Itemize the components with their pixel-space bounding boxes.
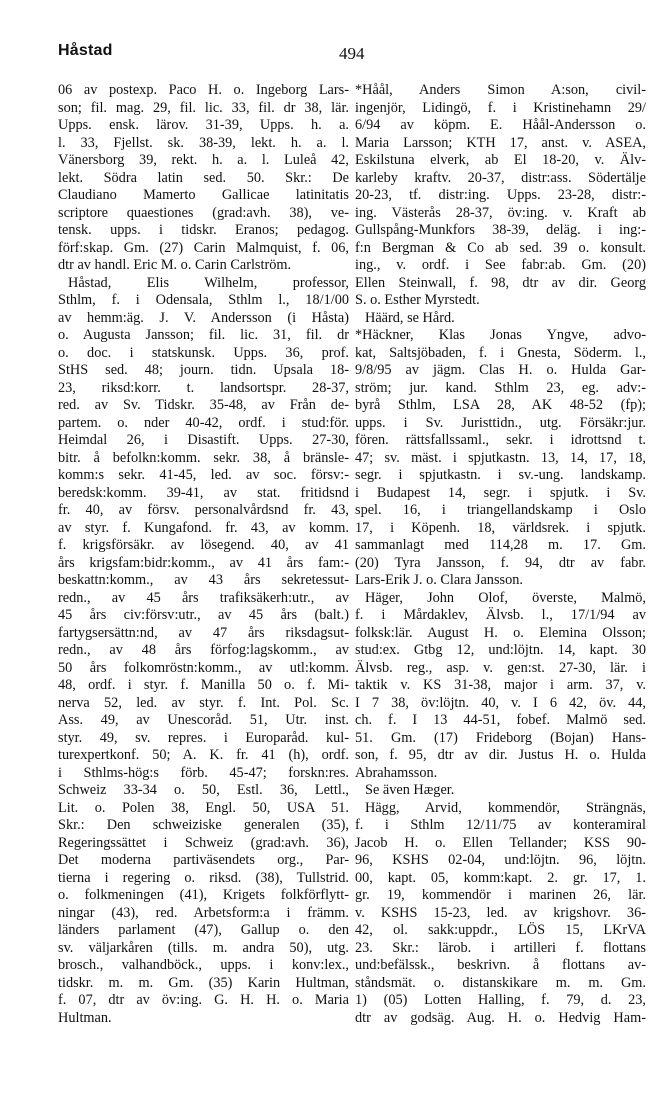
text-line: Claudiano Mamerto Gallicae latinitatis xyxy=(58,187,349,203)
text-line: Ellen Steinwall, f. 98, dtr av dir. Georg xyxy=(355,274,646,291)
text-line: StHS sed. 48; journ. tidn. Upsala 18- xyxy=(58,362,349,378)
text-line: dtr av handl. Eric M. o. Carin Carlström. xyxy=(58,257,292,273)
text-line: upps. i Sv. Juristtidn., utg. Försäkr:jur. xyxy=(355,414,646,431)
text-line: fartygsersättn:nd, av 47 års riksdagsut- xyxy=(58,624,349,641)
text-line: f:n Bergman & Co ab sed. 39 o. konsult. xyxy=(355,239,646,256)
text-line: Häärd, se Hård. xyxy=(365,309,455,326)
text-line: beredsk:komm. 39-41, av stat. fritidsnd xyxy=(58,484,349,501)
text-line: ståndsmät. o. distanskikare m. m. Gm. xyxy=(355,974,646,991)
text-line: i Budapest 14, segr. i spjutk. i Sv. xyxy=(355,484,646,501)
text-line: lekt. Södra latin sed. 50. Skr.: De xyxy=(58,169,349,186)
text-line: ingenjör, Lidingö, f. i Kristinehamn 29/ xyxy=(355,99,646,116)
text-line: 06 av postexp. Paco H. o. Ingeborg Lars- xyxy=(58,82,349,98)
text-line: Älvsb. reg., asp. v. gen:st. 27-30, lär. i xyxy=(355,659,646,676)
text-line: nerva 52, led. av styr. f. Int. Pol. Sc. xyxy=(58,694,349,711)
text-line: o. Augusta Jansson; fil. lic. 31, fil. dr xyxy=(58,327,349,343)
text-line: Vänersborg 39, rekt. h. a. l. Luleå 42, xyxy=(58,152,349,168)
text-line: års krigsfam:bidr:komm., av 41 års fam:- xyxy=(58,554,349,571)
text-line: fr. 40, av försv. personalvårdsnd fr. 43, xyxy=(58,502,349,518)
text-line: bitr. å befolkn:komm. sekr. 38, å bränsle- xyxy=(58,449,349,466)
text-line: Se även Hæger. xyxy=(365,782,455,798)
text-line: son; fil. mag. 29, fil. lic. 33, fil. dr 38, lär. xyxy=(58,99,349,116)
text-line: komm:s sekr. 41-45, led. av soc. försv:- xyxy=(58,467,349,483)
text-line: Det moderna partiväsendets org., Par- xyxy=(58,852,349,868)
text-line: Eskilstuna elverk, ab El 18-20, v. Älv- xyxy=(355,152,646,168)
page-number: 494 xyxy=(339,44,365,63)
text-line: 96, KSHS 02-04, und:löjtn. 96, löjtn. xyxy=(355,852,646,868)
text-line: förf:skap. Gm. (27) Carin Malmquist, f. 06, xyxy=(58,239,349,256)
text-line: ningar (43), red. Arbetsform:a i främm. xyxy=(58,904,349,921)
text-line: tensk. upps. i tidskr. Eranos; pedagog. xyxy=(58,222,349,238)
text-line: Häger, John Olof, överste, Malmö, xyxy=(365,589,646,606)
text-line: spel. 16, i triangellandskamp i Oslo xyxy=(355,502,646,518)
text-line: 00, kapt. 05, komm:kapt. 2. gr. 17, 1. xyxy=(355,869,646,886)
text-line: Upps. ensk. lärov. 31-39, Upps. h. a. xyxy=(58,117,349,133)
text-line: byrå Sthlm, LSA 28, AK 48-52 (fp); xyxy=(355,397,646,413)
text-line: *Häckner, Klas Jonas Yngve, advo- xyxy=(355,327,646,343)
text-line: beskattn:komm., av 43 års sekretessut- xyxy=(58,572,349,588)
text-line: 51. Gm. (17) Frideborg (Bojan) Hans- xyxy=(355,729,646,746)
text-line: I 7 38, öv:löjtn. 40, v. I 6 42, öv. 44, xyxy=(355,694,646,711)
text-line: Jacob H. o. Ellen Tellander; KSS 90- xyxy=(355,834,646,851)
text-line: f. i Mårdaklev, Älvsb. l., 17/1/94 av xyxy=(355,607,646,623)
text-line: 50 års folkomröstn:komm., av utl:komm. xyxy=(58,659,349,676)
text-line: S. o. Esther Myrstedt. xyxy=(355,292,480,308)
text-line: i Sthlms-hög:s förb. 45-47; forskn:res. xyxy=(58,764,349,781)
text-line: Maria Larsson; KTH 17, anst. v. ASEA, xyxy=(355,134,646,151)
running-head: Håstad xyxy=(58,42,113,59)
text-line: turexpertkonf. 50; A. K. fr. 41 (h), ordf. xyxy=(58,747,349,763)
text-line: 6/94 av köpm. E. Håål-Andersson o. xyxy=(355,117,646,133)
text-line: Abrahamsson. xyxy=(355,764,438,781)
text-line: 1) (05) Lotten Halling, f. 79, d. 23, xyxy=(355,992,646,1008)
text-line: av styr. f. Kungafond. fr. 43, av komm. xyxy=(58,519,349,536)
text-line: Gullspång-Munkfors 38-39, deläg. i ing:- xyxy=(355,222,646,238)
text-line: ch. f. I 13 44-51, fobef. Malmö sed. xyxy=(355,712,646,728)
text-line: f. krigsförsäkr. av lösegend. 40, av 41 xyxy=(58,537,349,553)
text-line: Lit. o. Polen 38, Engl. 50, USA 51. xyxy=(58,799,349,816)
text-line: Heimdal 26, i Disastift. Upps. 27-30, xyxy=(58,432,349,448)
text-line: ing. Västerås 28-37, öv:ing. v. Kraft ab xyxy=(355,204,646,221)
text-line: o. folkmeningen (41), Krigets folkförflytt- xyxy=(58,887,349,903)
text-line: taktik v. KS 31-38, major i arm. 37, v. xyxy=(355,677,646,693)
text-line: redn., av 48 års förfog:lagskomm., av xyxy=(58,642,349,658)
text-line: Ass. 49, av Unescoråd. 51, Utr. inst. xyxy=(58,712,349,728)
text-line: son, f. 95, dtr av dir. Justus H. o. Hulda xyxy=(355,747,646,763)
text-line: scriptore quaestiones (grad:avh. 38), ve- xyxy=(58,204,349,221)
text-line: Hultman. xyxy=(58,1009,112,1026)
text-line: kat, Saltsjöbaden, f. i Gnesta, Söderm. l., xyxy=(355,344,646,361)
text-line: sammanlagt med 114,28 m. 17. Gm. xyxy=(355,537,646,553)
text-line: sv. väljarkåren (tills. m. andra 50), utg. xyxy=(58,939,349,956)
text-column-left xyxy=(58,82,349,1027)
text-line: tidskr. m. m. Gm. (35) Karin Hultman, xyxy=(58,974,349,991)
text-line: Schweiz 33-34 o. 50, Estl. 36, Lettl., xyxy=(58,782,349,798)
text-line: Lars-Erik J. o. Clara Jansson. xyxy=(355,572,523,588)
text-line: l. 33, Fjellst. sk. 38-39, lekt. h. a. l. xyxy=(58,134,349,151)
text-line: länders parlament (47), Gallup o. den xyxy=(58,922,349,938)
text-line: 47; sv. mäst. i spjutkastn. 13, 14, 17, 18, xyxy=(355,449,646,466)
text-line: 20-23, tf. distr:ing. Upps. 23-28, distr:- xyxy=(355,187,646,203)
text-line: brosch., valhandböck., upps. i konv:lex., xyxy=(58,957,349,973)
text-line: av hemm:äg. J. V. Andersson (i Håsta) xyxy=(58,309,349,326)
text-line: gr. 19, kommendör i marinen 26, lär. xyxy=(355,887,646,903)
text-line: red. av Sv. Tidskr. 35-48, av Från de- xyxy=(58,397,349,413)
text-line: 17, i Köpenh. 18, världsrek. i spjutk. xyxy=(355,519,646,536)
text-line: 42, ol. sakk:uppdr., LÖS 15, LKrVA xyxy=(355,922,646,938)
text-line: redn., av 45 års trafiksäkerh:utr., av xyxy=(58,589,349,606)
text-line: ström; jur. kand. Sthlm 23, eg. adv:- xyxy=(355,379,646,396)
text-line: styr. 49, sv. repres. i Europaråd. kul- xyxy=(58,729,349,746)
text-line: 23. Skr.: lärob. i artilleri f. flottans xyxy=(355,939,646,956)
text-line: *Håål, Anders Simon A:son, civil- xyxy=(355,82,646,98)
text-line: Regeringssättet i Schweiz (grad:avh. 36), xyxy=(58,834,349,851)
text-line: 45 års civ:försv:utr., av 45 års (balt.) xyxy=(58,607,349,623)
text-column-right xyxy=(355,82,646,1027)
text-line: und:befälssk., beskrivn. å flottans av- xyxy=(355,957,646,973)
text-line: fören. rättsfallssaml., sekr. i idrottsnd t. xyxy=(355,432,646,448)
text-line: tierna i regering o. riksd. (38), Tullstrid. xyxy=(58,869,349,886)
text-line: folksk:lär. August H. o. Elemina Olsson; xyxy=(355,624,646,641)
text-line: karleby kraftv. 20-37, distr:ass. Södertälje xyxy=(355,169,646,186)
text-line: f. i Sthlm 12/11/75 av konteramiral xyxy=(355,817,646,833)
text-line: f. 07, dtr av öv:ing. G. H. H. o. Maria xyxy=(58,992,349,1008)
text-line: segr. i spjutkastn. i sv.-ung. landskamp. xyxy=(355,467,646,483)
text-line: stud:ex. Gtbg 12, und:löjtn. 14, kapt. 30 xyxy=(355,642,646,658)
text-line: 9/8/95 av jägm. Clas H. o. Hulda Gar- xyxy=(355,362,646,378)
text-line: Håstad, Elis Wilhelm, professor, xyxy=(68,274,349,291)
text-line: v. KSHS 15-23, led. av krigshovr. 36- xyxy=(355,904,646,921)
text-line: (20) Tyra Jansson, f. 94, dtr av fabr. xyxy=(355,554,646,571)
text-line: partem. o. nder 40-42, ordf. i stud:för. xyxy=(58,414,349,431)
text-line: 23, riksd:korr. t. landsortspr. 28-37, xyxy=(58,379,349,396)
text-line: ing., v. ordf. i See fabr:ab. Gm. (20) xyxy=(355,257,646,273)
text-line: o. doc. i statskunsk. Upps. 36, prof. xyxy=(58,344,349,361)
text-line: Skr.: Den schweiziske generalen (35), xyxy=(58,817,349,833)
text-line: Sthlm, f. i Odensala, Sthlm l., 18/1/00 xyxy=(58,292,349,308)
text-line: dtr av godsäg. Aug. H. o. Hedvig Ham- xyxy=(355,1009,646,1026)
text-line: Hägg, Arvid, kommendör, Strängnäs, xyxy=(365,799,646,816)
text-line: 48, ordf. i styr. f. Manilla 50 o. f. Mi- xyxy=(58,677,349,693)
